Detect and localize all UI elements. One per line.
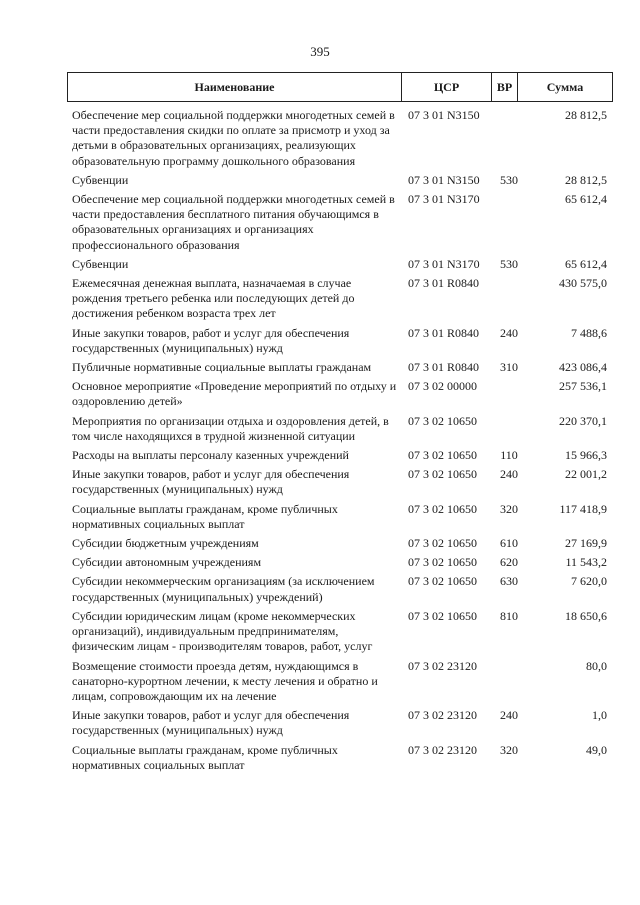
cell-vr [496, 276, 522, 322]
cell-name: Иные закупки товаров, работ и услуг для обеспечения государственных (муниципальных) нужд [72, 467, 350, 497]
cell-vr: 610 [500, 536, 518, 551]
page-number: 395 [310, 44, 330, 59]
table-row [72, 379, 613, 409]
cell-name: Субсидии некоммерческим организациям (за исключением государственных (муниципальных) учреждений) [72, 574, 375, 604]
cell-sum: 15 966,3 [565, 448, 607, 463]
cell-name: Социальные выплаты гражданам, кроме публичных нормативных социальных выплат [72, 742, 338, 772]
cell-name: Иные закупки товаров, работ и услуг для обеспечения государственных (муниципальных) нужд [72, 708, 350, 738]
cell-name: Возмещение стоимости проезда детям, нуждающимся в санаторно-курортном лечении, к месту лечения и обратно и лицам, сопровождающим их на лечение [72, 658, 378, 703]
cell-csr: 07 3 02 10650 [408, 608, 477, 623]
cell-sum: 80,0 [586, 658, 607, 673]
table-body [72, 108, 613, 777]
table-row [72, 574, 613, 604]
cell-sum: 117 418,9 [559, 501, 607, 516]
column-header-sum: Сумма [546, 79, 584, 94]
cell-csr: 07 3 02 10650 [408, 467, 477, 482]
cell-vr: 810 [500, 608, 518, 623]
table-row [72, 555, 613, 570]
table-row [72, 743, 613, 773]
cell-csr: 07 3 01 R0840 [408, 276, 480, 291]
cell-sum: 28 812,5 [565, 172, 607, 187]
cell-name: Иные закупки товаров, работ и услуг для обеспечения государственных (муниципальных) нужд [72, 325, 350, 355]
cell-sum: 11 543,2 [565, 555, 607, 570]
cell-csr: 07 3 02 23120 [408, 708, 477, 723]
table-row [72, 326, 613, 356]
table-row [72, 257, 613, 272]
column-header-name: Наименование [68, 73, 402, 101]
table-row [72, 659, 613, 705]
column-header-vr: ВР [492, 73, 518, 101]
cell-name: Обеспечение мер социальной поддержки многодетных семей в части предоставления бесплатного питания обучающимся в образовательных организациях и организациях профессионального образования [72, 192, 395, 252]
cell-name: Ежемесячная денежная выплата, назначаемая в случае рождения третьего ребенка или последующих детей до достижения ребенком возраста трех лет [72, 276, 355, 321]
cell-name: Субсидии юридическим лицам (кроме некоммерческих организаций), индивидуальным предпринимателям, физическим лицам - производителям товаров, работ, услуг [72, 608, 373, 654]
table-row [72, 502, 613, 532]
cell-csr: 07 3 01 R0840 [408, 325, 480, 340]
cell-csr: 07 3 01 N3170 [408, 192, 480, 207]
cell-sum: 65 612,4 [565, 256, 607, 271]
table-row [72, 536, 613, 551]
cell-name: Субвенции [72, 172, 129, 187]
cell-vr: 310 [500, 360, 518, 375]
cell-name: Публичные нормативные социальные выплаты гражданам [72, 360, 372, 375]
cell-sum: 7 620,0 [571, 574, 607, 589]
cell-sum: 1,0 [592, 708, 607, 723]
cell-sum: 28 812,5 [565, 108, 607, 122]
cell-vr [496, 659, 522, 705]
cell-name: Социальные выплаты гражданам, кроме публичных нормативных социальных выплат [72, 501, 338, 531]
cell-sum: 423 086,4 [559, 360, 607, 375]
cell-vr [496, 192, 522, 253]
column-header-csr: ЦСР [402, 73, 492, 101]
cell-csr: 07 3 02 10650 [408, 555, 477, 570]
cell-csr: 07 3 02 23120 [408, 742, 477, 757]
cell-sum: 18 650,6 [565, 608, 607, 623]
cell-vr [496, 108, 522, 169]
cell-sum: 430 575,0 [559, 276, 607, 291]
cell-sum: 220 370,1 [559, 413, 607, 428]
cell-vr: 240 [500, 325, 518, 340]
cell-sum: 7 488,6 [571, 325, 607, 340]
cell-vr: 320 [500, 501, 518, 516]
cell-vr: 320 [500, 742, 518, 757]
table-row [72, 708, 613, 738]
cell-sum: 27 169,9 [565, 536, 607, 551]
cell-name: Расходы на выплаты персоналу казенных учреждений [72, 448, 349, 463]
cell-name: Субсидии бюджетным учреждениям [72, 536, 259, 551]
cell-name: Обеспечение мер социальной поддержки многодетных семей в части предоставления скидки по оплате за присмотр и уход за детьми в образовательных организациях, реализующих образовательную программу дошкольного образования [72, 108, 395, 168]
table-row [72, 173, 613, 188]
cell-csr: 07 3 02 10650 [408, 536, 477, 551]
cell-name: Субсидии автономным учреждениям [72, 555, 262, 570]
cell-csr: 07 3 02 23120 [408, 658, 477, 673]
cell-vr: 620 [500, 555, 518, 570]
cell-csr: 07 3 01 N3170 [408, 256, 480, 271]
cell-vr: 240 [500, 708, 518, 723]
cell-csr: 07 3 01 R0840 [408, 360, 480, 375]
cell-csr: 07 3 02 10650 [408, 413, 477, 428]
cell-vr: 110 [500, 448, 518, 463]
cell-csr: 07 3 02 00000 [408, 379, 477, 394]
table-row [72, 609, 613, 655]
table-row [72, 192, 613, 253]
cell-vr: 240 [500, 467, 518, 482]
table-row [72, 448, 613, 463]
cell-csr: 07 3 02 10650 [408, 448, 477, 463]
table-row [72, 108, 613, 169]
cell-vr: 530 [500, 256, 518, 271]
cell-sum: 49,0 [586, 742, 607, 757]
cell-csr: 07 3 01 N3150 [408, 108, 480, 122]
cell-vr: 630 [500, 574, 518, 589]
cell-csr: 07 3 02 10650 [408, 574, 477, 589]
cell-sum: 22 001,2 [565, 467, 607, 482]
table-row [72, 360, 613, 375]
cell-name: Основное мероприятие «Проведение мероприятий по отдыху и оздоровлению детей» [72, 379, 397, 409]
cell-vr: 530 [500, 172, 518, 187]
table-row [72, 414, 613, 444]
cell-csr: 07 3 02 10650 [408, 501, 477, 516]
cell-csr: 07 3 01 N3150 [408, 172, 480, 187]
cell-sum: 257 536,1 [559, 379, 607, 394]
table-row [72, 276, 613, 322]
table-header [67, 72, 613, 102]
table-row [72, 467, 613, 497]
cell-name: Субвенции [72, 256, 129, 271]
cell-vr [496, 414, 522, 444]
cell-name: Мероприятия по организации отдыха и оздоровления детей, в том числе находящихся в трудной жизненной ситуации [72, 413, 389, 443]
cell-vr [496, 379, 522, 409]
cell-sum: 65 612,4 [565, 192, 607, 207]
